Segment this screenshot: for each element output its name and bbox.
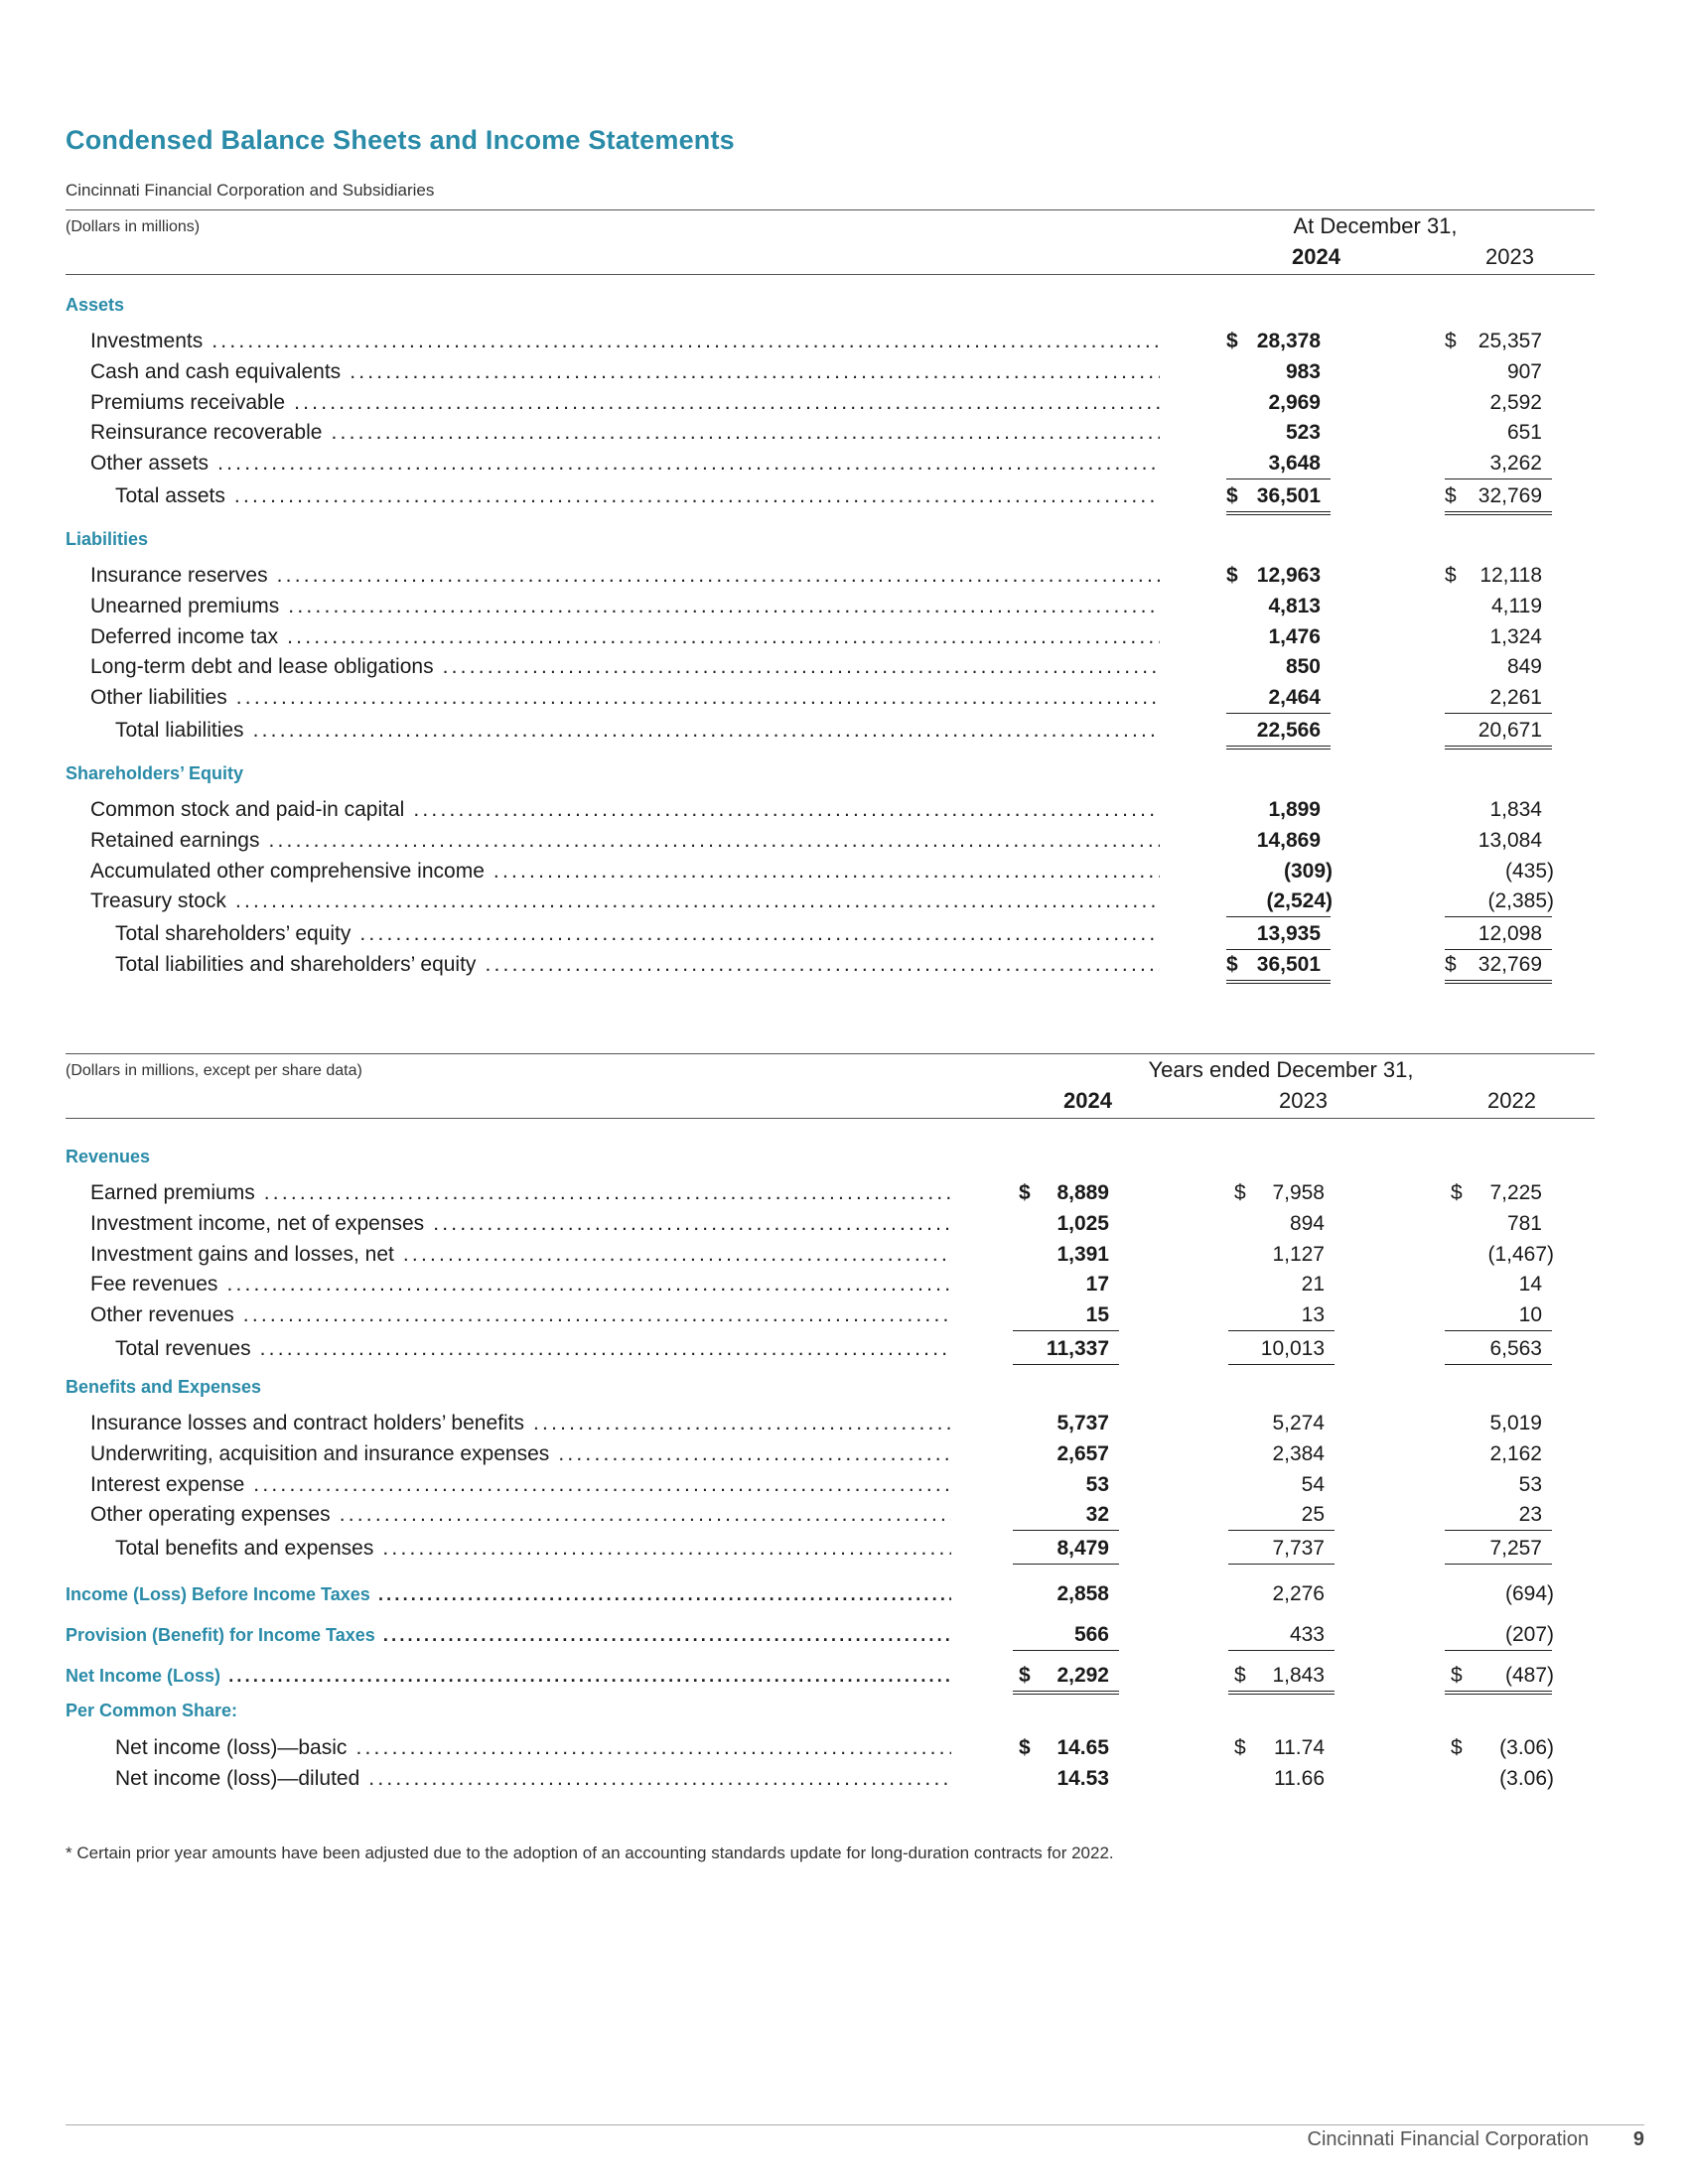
balance-value-cell [1445, 795, 1552, 825]
income-value: 2,858 [1056, 1582, 1109, 1605]
balance-value: (2,385) [1487, 889, 1554, 913]
income-value: 1,127 [1272, 1242, 1325, 1266]
balance-value-cell [1226, 449, 1331, 479]
income-value: 7,225 [1489, 1181, 1542, 1204]
income-value: 433 [1289, 1623, 1325, 1646]
income-value: 2,657 [1056, 1441, 1109, 1465]
income-value: 54 [1301, 1472, 1325, 1496]
balance-units: (Dollars in millions) [66, 218, 201, 235]
balance-value: 32,769 [1477, 484, 1542, 507]
balance-value: 32,769 [1477, 953, 1542, 976]
income-value: (487) [1504, 1664, 1554, 1687]
income-value: 14 [1518, 1273, 1542, 1297]
income-value-cell [1228, 1579, 1335, 1609]
currency-symbol: $ [1019, 1181, 1031, 1204]
income-value-cell [1228, 1270, 1335, 1299]
income-value-cell [1228, 1620, 1335, 1651]
balance-value-cell [1445, 388, 1552, 418]
currency-symbol: $ [1445, 564, 1457, 587]
balance-value-cell [1445, 327, 1552, 356]
balance-value-cell [1226, 327, 1331, 356]
income-value: 32 [1085, 1503, 1109, 1527]
income-value: 7,958 [1272, 1181, 1325, 1204]
income-value-cell [1445, 1764, 1552, 1794]
currency-symbol: $ [1445, 484, 1457, 507]
income-value-cell [1445, 1409, 1552, 1438]
income-value-cell [1228, 1334, 1335, 1365]
income-value: 2,162 [1489, 1441, 1542, 1465]
income-value-cell [1013, 1733, 1119, 1763]
income-value: 6,563 [1489, 1337, 1542, 1360]
income-value-cell [1445, 1178, 1552, 1208]
income-value: 15 [1085, 1303, 1109, 1327]
income-value-cell [1013, 1240, 1119, 1270]
income-row-label: Net income (loss)—basic ..... [115, 1733, 951, 1763]
income-row-label: Income (Loss) Before Income Taxes ..... [66, 1579, 951, 1609]
balance-value: 36,501 [1256, 953, 1321, 976]
income-row-label: Fee revenues ..... [90, 1270, 951, 1299]
income-row-label: Total revenues ..... [115, 1334, 951, 1364]
income-value-cell [1445, 1439, 1552, 1469]
income-value: 5,019 [1489, 1412, 1542, 1434]
balance-row-label: Investments ..... [90, 327, 1160, 356]
balance-row-label: Deferred income tax ..... [90, 622, 1160, 652]
balance-value-cell [1445, 561, 1552, 591]
balance-value: 3,648 [1268, 452, 1321, 476]
income-value-cell [1228, 1764, 1335, 1794]
income-section-heading: Per Common Share: [66, 1701, 238, 1720]
balance-value: 907 [1506, 359, 1542, 383]
income-value-cell [1445, 1733, 1552, 1763]
income-value-cell [1013, 1300, 1119, 1331]
income-value-cell [1445, 1579, 1552, 1609]
balance-value-cell [1445, 950, 1552, 984]
income-value-cell [1013, 1439, 1119, 1469]
balance-row-label: Total liabilities and shareholders’ equity ..... [115, 950, 1160, 980]
currency-symbol: $ [1451, 1181, 1463, 1204]
income-value-cell [1228, 1534, 1335, 1565]
income-row-label: Interest expense ..... [90, 1470, 951, 1500]
balance-value-cell [1226, 652, 1331, 682]
income-value-cell [1445, 1500, 1552, 1531]
income-section-heading: Revenues [66, 1147, 151, 1166]
balance-value: 1,476 [1268, 624, 1321, 648]
income-row-label: Other operating expenses ..... [90, 1500, 951, 1530]
income-value-cell [1013, 1579, 1119, 1609]
income-value-cell [1228, 1409, 1335, 1438]
balance-value: 25,357 [1477, 330, 1542, 352]
currency-symbol: $ [1226, 953, 1238, 976]
balance-value-cell [1226, 826, 1331, 856]
balance-section-heading: Shareholders’ Equity [66, 763, 244, 783]
balance-value: 13,084 [1477, 828, 1542, 852]
income-value: 21 [1301, 1273, 1325, 1297]
income-value-cell [1013, 1661, 1119, 1695]
balance-value-cell [1445, 481, 1552, 515]
income-row-label: Total benefits and expenses ..... [115, 1534, 951, 1564]
income-year-2022: 2022 [1487, 1088, 1536, 1113]
income-row-label: Other revenues ..... [90, 1300, 951, 1330]
balance-value: (309) [1283, 859, 1333, 883]
balance-value-cell [1226, 592, 1331, 621]
balance-value: 28,378 [1256, 330, 1321, 352]
balance-top-rule [66, 209, 1595, 210]
balance-value-cell [1445, 622, 1552, 652]
income-value: (1,467) [1487, 1242, 1554, 1266]
income-period-header: Years ended December 31, [1148, 1057, 1414, 1082]
balance-row-label: Unearned premiums ..... [90, 592, 1160, 621]
footer-company-name: Cincinnati Financial Corporation [1307, 2128, 1589, 2150]
income-row-label: Investment gains and losses, net ..... [90, 1240, 951, 1270]
income-value: 8,479 [1056, 1537, 1109, 1561]
balance-value-cell [1226, 919, 1331, 950]
income-value: 53 [1085, 1472, 1109, 1496]
income-value-cell [1228, 1240, 1335, 1270]
balance-value: 13,935 [1256, 922, 1321, 946]
income-value-cell [1445, 1620, 1552, 1651]
balance-value: 983 [1285, 359, 1321, 383]
currency-symbol: $ [1445, 953, 1457, 976]
currency-symbol: $ [1019, 1664, 1031, 1687]
balance-row-label: Other assets ..... [90, 449, 1160, 478]
balance-value-cell [1445, 449, 1552, 479]
balance-row-label: Total shareholders’ equity ..... [115, 919, 1160, 949]
income-value: 11.74 [1274, 1736, 1325, 1759]
income-value-cell [1228, 1470, 1335, 1500]
balance-value: 22,566 [1256, 719, 1321, 742]
income-value-cell [1013, 1270, 1119, 1299]
balance-value-cell [1226, 388, 1331, 418]
income-row-label: Earned premiums ..... [90, 1178, 951, 1208]
income-value: 14.53 [1056, 1766, 1109, 1790]
income-value-cell [1013, 1764, 1119, 1794]
balance-row-label: Accumulated other comprehensive income ..... [90, 857, 1160, 887]
balance-value: 1,834 [1489, 798, 1542, 821]
income-value-cell [1228, 1178, 1335, 1208]
income-row-label: Net Income (Loss) ..... [66, 1661, 951, 1691]
balance-value: 651 [1506, 421, 1542, 445]
currency-symbol: $ [1226, 330, 1238, 352]
income-value: 894 [1289, 1211, 1325, 1235]
balance-value-cell [1226, 418, 1331, 448]
balance-value: 850 [1285, 655, 1321, 679]
balance-value-cell [1226, 887, 1331, 917]
income-value: 11,337 [1046, 1337, 1109, 1360]
income-value: 11.66 [1274, 1766, 1325, 1790]
income-row-label: Investment income, net of expenses ..... [90, 1209, 951, 1239]
income-value: 781 [1506, 1211, 1542, 1235]
income-value-cell [1013, 1334, 1119, 1365]
income-value-cell [1228, 1500, 1335, 1531]
currency-symbol: $ [1226, 564, 1238, 587]
balance-value-cell [1226, 795, 1331, 825]
balance-value-cell [1226, 716, 1331, 750]
balance-value-cell [1226, 357, 1331, 387]
income-value-cell [1228, 1733, 1335, 1763]
currency-symbol: $ [1226, 484, 1238, 507]
balance-value-cell [1226, 950, 1331, 984]
footnote: * Certain prior year amounts have been adjusted due to the adoption of an accounting standards update for long-duration contracts for 2022. [66, 1843, 1114, 1862]
income-value: 17 [1085, 1273, 1109, 1297]
income-top-rule [66, 1053, 1595, 1054]
income-value: (3.06) [1499, 1736, 1554, 1759]
income-value: (207) [1504, 1623, 1554, 1646]
income-value: 2,292 [1056, 1664, 1109, 1687]
balance-value: 36,501 [1256, 484, 1321, 507]
income-value: 25 [1301, 1503, 1325, 1527]
income-value-cell [1228, 1661, 1335, 1695]
income-value: 5,737 [1056, 1412, 1109, 1434]
income-header-rule [66, 1118, 1595, 1119]
income-row-label: Net income (loss)—diluted ..... [115, 1764, 951, 1794]
balance-value: 14,869 [1256, 828, 1321, 852]
income-value: 5,274 [1272, 1412, 1325, 1434]
income-row-label: Insurance losses and contract holders’ benefits ..... [90, 1409, 951, 1438]
balance-value-cell [1445, 919, 1552, 950]
balance-value: 20,671 [1477, 719, 1542, 742]
balance-value-cell [1226, 561, 1331, 591]
income-value-cell [1013, 1534, 1119, 1565]
currency-symbol: $ [1451, 1736, 1463, 1759]
balance-value-cell [1445, 683, 1552, 714]
income-value-cell [1013, 1470, 1119, 1500]
income-value-cell [1013, 1409, 1119, 1438]
balance-value: 1,899 [1268, 798, 1321, 821]
balance-value: 523 [1285, 421, 1321, 445]
balance-header-rule [66, 274, 1595, 275]
income-value: 7,737 [1272, 1537, 1325, 1561]
balance-value-cell [1445, 357, 1552, 387]
income-value-cell [1445, 1661, 1552, 1695]
balance-value: 12,963 [1256, 564, 1321, 587]
income-value: 10 [1518, 1303, 1542, 1327]
balance-row-label: Common stock and paid-in capital ..... [90, 795, 1160, 825]
balance-value: 4,813 [1268, 594, 1321, 617]
balance-value: 2,261 [1489, 686, 1542, 710]
currency-symbol: $ [1234, 1181, 1246, 1204]
balance-value-cell [1445, 887, 1552, 917]
balance-value-cell [1226, 683, 1331, 714]
income-value: 1,391 [1056, 1242, 1109, 1266]
income-value: 1,025 [1056, 1211, 1109, 1235]
income-value: 2,276 [1272, 1582, 1325, 1605]
currency-symbol: $ [1234, 1736, 1246, 1759]
income-value: 566 [1073, 1623, 1109, 1646]
balance-value: 849 [1506, 655, 1542, 679]
balance-value-cell [1226, 857, 1331, 887]
page-title: Condensed Balance Sheets and Income Statements [66, 125, 735, 155]
income-value-cell [1445, 1240, 1552, 1270]
income-value: 1,843 [1272, 1664, 1325, 1687]
income-value-cell [1445, 1209, 1552, 1239]
income-value: 8,889 [1056, 1181, 1109, 1204]
income-value-cell [1013, 1620, 1119, 1651]
income-value: 14.65 [1056, 1736, 1109, 1759]
currency-symbol: $ [1451, 1664, 1463, 1687]
currency-symbol: $ [1234, 1664, 1246, 1687]
balance-value-cell [1445, 592, 1552, 621]
balance-row-label: Retained earnings ..... [90, 826, 1160, 856]
income-value-cell [1445, 1300, 1552, 1331]
income-row-label: Underwriting, acquisition and insurance expenses ..... [90, 1439, 951, 1469]
page-number: 9 [1632, 2128, 1644, 2150]
income-value-cell [1228, 1439, 1335, 1469]
balance-value: 12,098 [1477, 922, 1542, 946]
balance-value: (2,524) [1266, 889, 1333, 913]
balance-value: 1,324 [1489, 624, 1542, 648]
income-value-cell [1445, 1534, 1552, 1565]
balance-value: 3,262 [1489, 452, 1542, 476]
balance-year-2024: 2024 [1292, 244, 1340, 269]
balance-row-label: Total assets ..... [115, 481, 1160, 511]
balance-value-cell [1445, 826, 1552, 856]
balance-row-label: Premiums receivable ..... [90, 388, 1160, 418]
balance-value-cell [1445, 418, 1552, 448]
income-value: 10,013 [1260, 1337, 1325, 1360]
currency-symbol: $ [1019, 1736, 1031, 1759]
income-value: 53 [1518, 1472, 1542, 1496]
balance-value-cell [1226, 481, 1331, 515]
income-value: 23 [1518, 1503, 1542, 1527]
income-value: 13 [1301, 1303, 1325, 1327]
income-section-heading: Benefits and Expenses [66, 1377, 262, 1397]
balance-value-cell [1226, 622, 1331, 652]
income-units: (Dollars in millions, except per share data) [66, 1062, 362, 1079]
income-value: (3.06) [1499, 1766, 1554, 1790]
balance-value: 2,592 [1489, 390, 1542, 414]
balance-value-cell [1445, 857, 1552, 887]
balance-year-2023: 2023 [1485, 244, 1534, 269]
income-value-cell [1445, 1470, 1552, 1500]
balance-row-label: Treasury stock ..... [90, 887, 1160, 916]
balance-value: 2,464 [1268, 686, 1321, 710]
balance-section-heading: Assets [66, 295, 125, 315]
income-value: (694) [1504, 1582, 1554, 1605]
balance-value-cell [1445, 716, 1552, 750]
balance-row-label: Cash and cash equivalents ..... [90, 357, 1160, 387]
balance-row-label: Total liabilities ..... [115, 716, 1160, 746]
balance-value: 4,119 [1491, 594, 1542, 617]
balance-row-label: Reinsurance recoverable ..... [90, 418, 1160, 448]
income-value: 7,257 [1489, 1537, 1542, 1561]
income-year-2024: 2024 [1063, 1088, 1112, 1113]
footer-rule [66, 2124, 1644, 2125]
balance-row-label: Insurance reserves ..... [90, 561, 1160, 591]
income-value-cell [1228, 1209, 1335, 1239]
balance-period-header: At December 31, [1293, 213, 1458, 238]
income-value-cell [1013, 1209, 1119, 1239]
balance-row-label: Other liabilities ..... [90, 683, 1160, 713]
balance-section-heading: Liabilities [66, 529, 149, 549]
balance-row-label: Long-term debt and lease obligations ..... [90, 652, 1160, 682]
currency-symbol: $ [1445, 330, 1457, 352]
balance-value: 2,969 [1268, 390, 1321, 414]
income-value-cell [1445, 1270, 1552, 1299]
balance-value: 12,118 [1479, 564, 1542, 587]
income-value-cell [1013, 1500, 1119, 1531]
income-row-label: Provision (Benefit) for Income Taxes ..... [66, 1620, 951, 1650]
income-value: 2,384 [1272, 1441, 1325, 1465]
income-year-2023: 2023 [1279, 1088, 1328, 1113]
balance-value: (435) [1504, 859, 1554, 883]
company-subtitle: Cincinnati Financial Corporation and Subsidiaries [66, 181, 435, 200]
income-value-cell [1228, 1300, 1335, 1331]
income-value-cell [1445, 1334, 1552, 1365]
balance-value-cell [1445, 652, 1552, 682]
income-value-cell [1013, 1178, 1119, 1208]
